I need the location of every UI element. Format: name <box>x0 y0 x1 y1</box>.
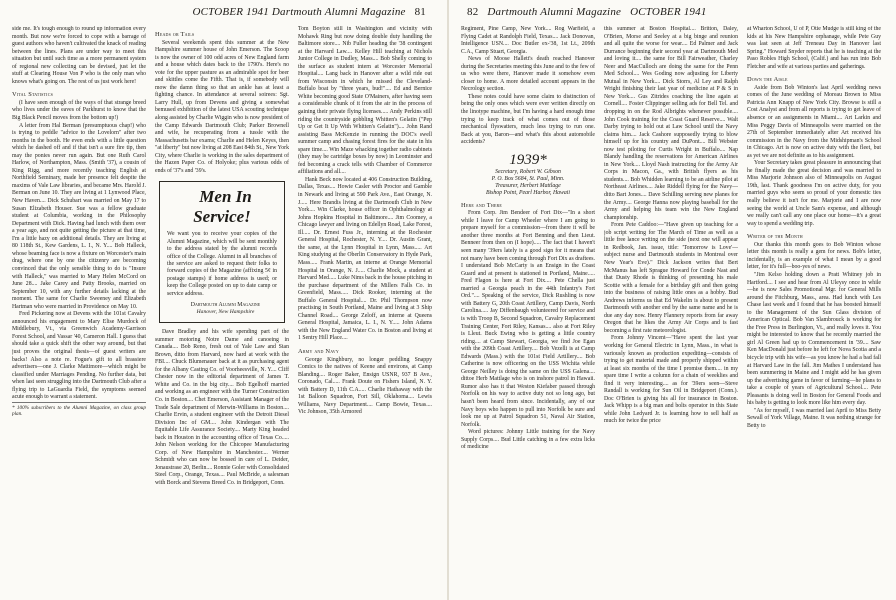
notice-signature: Dartmouth Alumni Magazine <box>190 302 261 309</box>
section-heading: Writer of the Month <box>747 233 803 241</box>
paragraph: From Johnny Vincent—"Have spent the last year working for General Electric in Lynn, Mass., in what is variously known as production expediting—consists of trying to get material made and properly shipped within at least six months of the time I promise them.... in my spare time I write a column for a chain of weeklies and find it very interesting.... as for '39ers seen—Steve Randall is working for Sun Oil in Bridgeport (Conn.). Doc O'Brien is giving his all for insurance in Boston. Jack Whipp is a big man and bolts operator in this State while John Ledyard Jr. is learning how to sell half as much for twice the price <box>604 335 738 425</box>
paragraph: Aside from Bob Winton's last April wedding news comes of the June wedding of Moreau Brown to Miss Patricia Ann Knapp of New York City. Browse is still a Cost Analyst and from all reports is trying to get leave of absence or an assignments in Miami.... Art Larkin and Miss Peggy Davis of Minneapolis were married on the 27th of September immediately after Art received his commission in the Navy from the Midshipman's School in Chicago. Art is now on active duty with the fleet, but as yet we are not definite as to his assignment. <box>747 84 881 159</box>
paragraph: Tom Boyton still in Washington and vicinity with Mohawk Ring but now doing double duty handling the Baltimore store.... Nib Fuller heading the '38 contingent at the Harvard Law.... Kelley Hill teaching at Nichols Junior College in Dudley, Mass.... Bob Shelly coming to the surface as student intern at Worcester Memorial Hospital.... Lang back in Hanover after a wild ride out from Wisconsin in which he missed the Cleveland-Buffalo boat by "three years, bud!".... Ed and Bernice White becoming good State O'Mainers, after having seen a considerable chunk of it from the air in the process of gaining their private flying licenses..... Andy Perkins still riding the countryside gobbling Whitten's Gelatin ("Pep Up or Get It Up With Whitten's Gelatin").... John Rand assisting Bass McKenzie in running the DOC's swell summer camp and chasing forest fires for the state in his spare time.... Win Maze whacking together radio cabinets (they may be cartridge boxes by now) in Leominster and fed becoming a crack tells with Chamber of Commerce affiliations and all.... <box>298 26 432 176</box>
secretary-line: Secretary, Robert W. Gibson <box>495 168 561 175</box>
column-1 <box>12 26 146 592</box>
right-page-header <box>467 6 707 18</box>
notice-body: We want you to receive your copies of the Alumni Magazine, which will be sent monthly to the address stated by the alumni records office of the College. Alumni in all branches of the service are asked to request their folks to forward copies of the Magazine (affixing 5¢ in postage stamps) if home address is used; or keep the College posted on up to date camp or service address. <box>167 231 277 297</box>
column-2 <box>155 26 289 592</box>
paragraph: "Jim Kelso holding down a Pratt Whitney job in Hartford.... I see and hear from Al Uleysy once in while—he is now Sales Promotional Mgr. for General Mills around the Fitchburg, Mass., area. Had lunch with Les Chase last week and I found that he has boosted himself to the Management of the Sun Glass division of American Optical. Bob Van Slambrouck is working for the Free Press in Burlington, Vt., and really loves it. You might be interested to know that he recently married the girl Al Green had up to Commencement in '39.... Saw Ken MacDonald just before he left for Nova Scotia and a bicycle trip with his wife—as you know he had a bad fall at Harvard Law in the fall. Jim Mathes I understand has been summering in Maine and I might add he has given up the advertising game in favor of farming—he plans to take a couple of years of Agricultural School.... Pete Pleasants is doing well in Boston for General Foods and his baby is getting to look more like him every day. <box>747 271 881 407</box>
right-header-title: Dartmouth Alumni Magazine <box>487 6 622 18</box>
right-page-number: 82 <box>467 6 479 18</box>
paragraph: Our thanks this month goes to Bob Winton whose letter this month is really a gem for news. Bob's letter, incidentally, is an example of what I mean by a good letter, for it's full—boo-yes of news. <box>747 241 881 271</box>
paragraph: at Wharton School, U of P, Otie Mudge is still king of the kids at his New Hampshire orphanage, while Pete Guy was last seen at Jeff Treneau Day in Hanover last Spring." Howard Snyder reports that he is teaching at the Paso Robles High School, (Calif.) and has run into Bob Fletcher and wife at various parties and gatherings. <box>747 26 881 70</box>
paragraph: Dave Bradley and his wife spending part of the summer motoring Notre Dame and canoeing in Canada.... Bob Reno, fresh out of Yale Law and Stan Brown, ditto from Harvard, now hard at work with the FBI.... Chuck Blumenauer back at it as purchasing agent for the Albany Casting Co. of Voorheesville, N. Y.... Cliff Chester now in the editorial department of James T. White and Co. in the big city.... Bob Egelhoff married and working as an engineer with the Turner Construction Co. in Boston.... Chet Emerson, Assistant Manager of the Trade Sale department of Merwin-Williams in Boston.... Charlie Ervin, a student engineer with the Detroit Diesel Division Inc of GM.... John Kindergan with The Equitable Life Assurance Society.... Marty King headed back in Houston in the accounting office of Texas Co..... John Nelson working for the Chicopee Manufacturing Corp. of New Hampshire in Manchester.... Werner Schmidt who can now be bossed in care of L. Deider, Jonaustrase 20, Berlin.... Ronnie Goler with Consolidated Steel Corp., Orange, Texas.... Paul McBride, a salesman with Borck and Stevens Breed Co. in Bridgeport, Conn. <box>155 329 289 486</box>
column-3 <box>298 26 432 592</box>
treasurer-address: Bishop Point, Pearl Harbor, Hawaii <box>485 189 571 196</box>
men-in-service-notice <box>159 181 285 323</box>
paragraph: (I have seen enough of the ways of that strange breed who lives under the eaves of Parkhurst to know that the Big Black Pencil moves from the bottom up!) <box>12 99 146 122</box>
paragraph: From Corp. Jim Bendeer of Fort Dix—"In a short while I leave for Camp Wheeler where I am going to prepare myself for a commission—from there it will be another three months at Fort Benning and then Lieut. Benneer from then on (I hope)..... The fact that I haven't seen many '39ers lately is a good sign for it means that not many have been coming through Fort Dix as draftees. I understand Bob McCarty is an Ensign in the Coast Guard and at present is stationed in Portland, Maine..... Fred Flagon is here at Fort Dix.... Pete Chella just married a Georgia peach in the 44th Infantry's Fort Ord.".... Speaking of the service, Dick Rushling is now with Battery G, 20th Coast Artillery, Camp Davis, North Carolina..... Jay Diffenbaugh volunteered for service and is with Troop B, Second Squadron, Cavalry Replacement Training Center, Fort Riley, Kansas.... also at Fort Riley is Lleut. Buck Ewing who is getting a little country riding.... at Camp Stewart, Georgia, we find Joe Egan with the 209th Coast Artillery.... Bob Vezelli is at Camp Edwards (Mass.) with the 101st Field Artillery.... Bob Catherine is now officering on the USS Wichita while George Neilley is doing the same on the USS Galena.... dittoe Herb Mattlage who is on inshore patrol in Hawaii. Rumor also has it that Weston Kiefaber passed through Norfolk on his way to active duty not so long ago, but hasn't been heard from since. Incidentally, any of our Navy boys who happen to pull into Norfolk be sure and look me up at Patrol Squadron 51, Naval Air Station, Norfolk. <box>461 210 595 428</box>
column-5 <box>604 26 738 592</box>
paragraph: this summer at Boston Hospital.... Britton, Daley, O'Brien, Morse and Seeley at a big binge and reunion and all quite the worse for wear.... Ed Palmer and Jack Durrance beginning their second year at Dartmouth Med and loving it.... the same for Bill Fairweather, Charley Neer and MacCulloch are doing the same for the Penn Med School.... Wes Goding now adjusting for Liberty Mutual in New York.... Dick Storrs, Al Ley and Ralph Wright finishing their last year of medicine at P & S in New York.... Gus Zitrides coaching the line again at Cornell.... Foster Clippinger selling ads for Bell Tel. and dropping in on the Rod Albrights whenever possible.... John Cook training for the Coast Guard Reserve.... Walt Darby trying to hold out at Law School until the Navy claims him.... Jack Cashore supposedly trying to blow himself up for his country and DuPont.... Bill Webster now test piloting for Curtis Wright in Buffalo.... Nap Blandy handling the reservations for American Airlines in New York.... Lloyd Nash instructing for the Army Air Corps in Macon, Ga., with British flyers as his students.... Bob Whidden learning to be an airline pilot at Northeast Airlines.... Jake Riddell flying for the Navy—ditto Bart Jones.... Dave Schilling serving new planes for the Army.... George Hanna now playing baseball for the Army and helping his team win the New England championship. <box>604 26 738 221</box>
notice-title: Men In Service! <box>193 187 252 227</box>
paragraph: From Pete Caddoo:—"Have given up teaching for a job script writing for The March of Time as well as a little free lance writing on the side (next one will appear in Redbook, Jan. issue, title: 'Tomorrow is Love'—subject nurse and Dartmouth students in Montreal over New Year's Eve)." Dick Jackson writes that Bert McManus has left Sprague Howard for Conde Nast and that Dusty Rhode is thinking of presenting his male Scottie with a female for a birthday gift and then going into the business of raising little ones as a hobby. Bud Andrews informs us that Ed Wakelin is about to present Dartmouth with another end by the same name and he is due any day now. Henry Flannery reports from far away Oregon that he likes the Army Air Corps and is fast becoming a first rate meteorologist. <box>604 222 738 334</box>
section-heading: Heads or Tails <box>155 31 195 38</box>
paragraph: Several weekends spent this summer at the New Hampshire summer house of John Emerson. The Scoop is now the owner of 100 odd acres of New England farm and a house which dates back to the 1790's. Here's no vote for the upper pasture as an admirable spot for beer and skittles come the Fifth. That is, if somebody will mow the damn thing so that an ankle has at least a fighting chance. In attendance at several soirees: Sgt. Larry Hull, up from Devens and giving a somewhat bemused exhibition of the latest USA scouting technique along assisted by Charlie Wiggin who is now president of the Camp Edwards Dartmouth Club; Parker Brownell and wife, he recuperating from a tussle with the Massachusetts bar exams; Charlie and Helen Keyes, then "at liberty" but now living at 208 East 84th St., New York City, where Charlie is working in the sales department of the Hazen Paper Co. of Holyoke; plus various odds of ends of '37's and '39's. <box>155 39 289 174</box>
paragraph: Your Secretary takes great pleasure in announcing that he finally made the great decision and was married to Miss Marjorie Johnson also of Minneapolis on August 19th, last. Thank goodness I'm on active duty, for you married guys who seem so proud of your domestic ties really believe it isn't for me. Marjorie and I are now seeing the world at Uncle Sam's expense, and although we really can't call any one place our home—it's a great way to spend a wedding trip. <box>747 160 881 227</box>
treasurer-line: Treasurer, Herbert Mattlage <box>495 182 561 189</box>
class-year: 1939* <box>509 151 547 168</box>
class-year-heading <box>461 151 595 197</box>
paragraph: Hank Beck now located at 406 Construction Building, Dallas, Texas.... Howie Casler with Proctor and Gamble in Newark and living at 590 Park Ave., East Orange, N. J..... Here Brandis living at the Dartmouth Club in New York.... Win Clarke, house officer in Ophthalmology at Johns Hopkins Hospital in Baltimore.... Jim Coomey, a Chicago lawyer and living on Edellyn Road, Lake Forest, Ill..... Dr. Ernest Fuss Jr., interning at the Rochester General Hospital, Rochester, N. Y.... Dr. Austin Grant, the same, at the Lynn Hospital in Lynn, Mass..... Art King studying at the Oberlin Conservatory in Hyde Park, Mass..... Frank Martin, an interne at Orange Memorial Hospital in Orange, N. J..... Charlie Mock, a student at Harvard Med..... Luke Nims back in the house pitching in the purchase department of the Millers Falls Co. in Greenfield, Mass..... Dick Rooker, interning at the Buffalo General Hospital.... Dr. Phil Thompson now practising in South Portland, Maine and living at 3 Ship Channel Road.... George Zeloff, an interne at Queens General Hospital, Jamaica, L. I., N. Y..... John Adams with the New England Water Co. in Boston and living at 1 Sentry Hill Place.... <box>298 176 432 342</box>
paragraph: George Kinghbury, no longer peddling Snappy Comics to the natives of Keene and environs, at Camp Blanding.... Roger Baker, Ensign USNR, 937 B Ave., Coronado, Cal..... Frank Doute on Fishers Island, N. Y. with Battery D, 11th C.A..... Charlie Hathaway with the 1st Balloon Squadron, Fort Sill, Oklahoma.... Lewis Williams, Navy Department.... Camp Bowie, Texas.... Vic Johnson, 35th Armored <box>298 356 432 416</box>
secretary-address: P. O. Box 5684, St. Paul, Minn. <box>491 175 565 182</box>
paragraph: "As for myself, I was married last April to Miss Betty Sewall of York Village, Maine. It was nothing strange for Betty to <box>747 407 881 429</box>
paragraph: News of Moose Hallett's death reached Hanover during the Secretaries meeting this June and to the few of us who were there, Hanover made it somehow even closer to home. A more detailed account appears in the Necrology section. <box>461 56 595 93</box>
column-4 <box>461 26 595 592</box>
column-6 <box>747 26 881 592</box>
paragraph: Fred Pickering now at Devens with the 101st Cavalry announced his engagement to Mary Elise Murdock of Middlebury, Vt., via Greenwich Academy-Garrison Forest School, and Vassar '40, Cameron Hall. I guess that should take a quick shift the other way around, but that just proves the original thesis—of guest writers are backs! Also a note re. Fogue's gift to all brassiere advertisers—one J. Clarke Mattimore—which might be classified under Marriages Pending. No further data, but when last seen struggling into the Dartmouth Club after a flying trip to LaGuardia Field, the symptoms seemed acute enough to warrant a statement. <box>12 311 146 401</box>
left-page-header <box>192 6 432 18</box>
paragraph: Regiment, Pine Camp, New York.... Rog Warfield, a Flying Cadet at Randolph Field, Texas.... Jack Donovan, Intelligence USN.... Doc Butler ex-'38, 1st Lt., 209th C.A., Camp Stuart, Georgia. <box>461 26 595 55</box>
section-heading: Army and Navy <box>298 347 339 355</box>
right-header-month: OCTOBER 1941 <box>630 6 707 18</box>
right-page <box>449 0 896 600</box>
section-heading: Here and There <box>461 201 503 209</box>
left-header-title: Dartmouth Alumni Magazine <box>271 6 406 18</box>
section-heading: Vital Statistics <box>12 91 53 99</box>
left-page-number: 81 <box>414 6 426 18</box>
footnote: * 100% subscribers to the Alumni Magazine, on class group plan. <box>12 402 146 418</box>
paragraph: A letter from Hal Berman (presumptuous chap!) who is trying to peddle "advice to the Lovelorn" after two months in the booth. He even ends with a little question which he dashed off and if that isn't a sure fire tip, then may the ponies never run again. But one Ruth Carol Harlow, of Northampton, Mass. (Smith '37), a cousin of King Rigg, and more recently teaching English at Northfield Seminary, made her presence felt despite the maxims of Vale Law libraries, and became Mrs. Harold J. Berman on June 10. They are living at 1 Lynwood Place, New Haven.... Dick Schubart was married on May 17 to Susan Elizabeth Houser. Sue was a fellow graduate student at Columbia, working in the Philosophy Department with Dick. Having had lunch with them over a year ago, and not quite getting the picture at that time, I'm a little hazy on additional details. They are living at 80 118th St., Kew Gardens, L. I., N. Y.... Bob Halleck, whose beaming face is now a fixture on Worcester's main drag, where one by one the citizenry are becoming convinced that the only sensible thing to do is "Insure with Halleck," was married to Mary Helen McCord on June 28.... Jake Carey and Patty Brooks, married on September 10, with any further details lacking at the moment. The same for Charlie Sweeney and Elizabeth Hartman who were married in Providence on May 10. <box>12 122 146 310</box>
left-header-month: OCTOBER 1941 <box>192 6 269 18</box>
section-heading: Down the Aisle <box>747 76 788 84</box>
paragraph: These notes could have some claim to distinction of being the only ones which were ever written directly on the linotype machine, but I'm having a hard enough time trying to keep track of what comes out of those mechanical flyswatters, much less trying to run one. Back at you, Baron—and what's this about automobile accidents? <box>461 93 595 146</box>
notice-location: Hanover, New Hampshire <box>196 309 255 316</box>
paragraph: Word pictures: Johnny Little training for the Navy Supply Corps.... Bud Little catching in a few extra licks of medicine <box>461 429 595 451</box>
paragraph: side me. It's tough enough to round up information every month. But now we're forced to cope with a barrage of guest authors who haven't cultivated the knack of reading between the lines. Plans are under way to meet this situation but until such time as a more permanent system of regional new collecting can be devised, just let the stuff at Clearing House Von P who is the only man who knows what's going on. The rest of us just work here! <box>12 26 146 85</box>
